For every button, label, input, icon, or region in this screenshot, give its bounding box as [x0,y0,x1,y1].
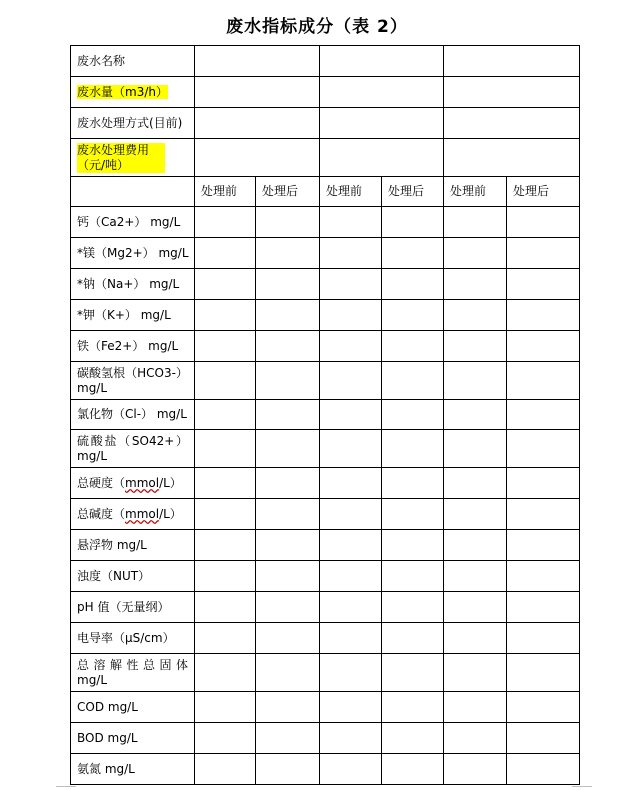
value-before-cell[interactable] [195,654,256,692]
indicator-label [71,238,195,269]
value-after-cell[interactable] [382,362,444,400]
spellcheck-underline: mmol [125,475,160,490]
indicator-row [71,400,580,430]
subheader-before: 处理前 [195,177,256,207]
indicator-row [71,430,580,468]
value-before-cell[interactable] [444,269,507,300]
value-after-cell[interactable] [256,592,320,623]
indicator-label-text: 电导率（μS/cm） [77,630,175,645]
indicator-row [71,530,580,561]
subheader-before: 处理前 [320,177,382,207]
indicator-label-text: 碳酸氢根（HCO3-） [77,365,188,380]
indicator-row [71,269,580,300]
value-after-cell[interactable] [507,269,580,300]
value-before-cell[interactable] [444,723,507,754]
value-after-cell[interactable] [507,331,580,362]
value-after-cell[interactable] [256,269,320,300]
value-before-cell[interactable] [320,592,382,623]
value-after-cell[interactable] [256,238,320,269]
value-before-cell[interactable] [320,300,382,331]
input-cell[interactable] [444,139,580,177]
indicator-label [71,561,195,592]
input-cell[interactable] [320,108,444,139]
value-after-cell[interactable] [382,623,444,654]
highlighted-label: 废水处理费用（元/吨） [77,143,165,173]
value-before-cell[interactable] [320,754,382,785]
indicator-row [71,692,580,723]
value-before-cell[interactable] [195,331,256,362]
indicator-unit-text: mg/L [77,448,108,463]
value-after-cell[interactable] [507,400,580,430]
input-cell[interactable] [444,108,580,139]
indicator-label-text: *钾（K+） mg/L [77,307,171,322]
indicator-row [71,623,580,654]
value-after-cell[interactable] [382,400,444,430]
indicator-row [71,592,580,623]
value-before-cell[interactable] [444,362,507,400]
input-cell[interactable] [195,77,320,108]
value-after-cell[interactable] [256,654,320,692]
indicator-label-text: 总溶解性总固体 [77,657,188,672]
input-cell[interactable] [320,77,444,108]
indicator-label [71,430,195,468]
indicator-label-text: 浊度（NUT） [77,568,151,583]
value-before-cell[interactable] [320,331,382,362]
indicator-label-text: 钙（Ca2+） mg/L [77,214,181,229]
value-after-cell[interactable] [382,654,444,692]
value-before-cell[interactable] [444,530,507,561]
value-before-cell[interactable] [444,499,507,530]
value-before-cell[interactable] [195,238,256,269]
value-after-cell[interactable] [256,723,320,754]
label-wastewater-volume [71,77,195,108]
input-cell[interactable] [195,46,320,77]
value-before-cell[interactable] [320,692,382,723]
page-title: 废水指标成分（表 2） [226,17,408,37]
indicator-label [71,400,195,430]
value-before-cell[interactable] [320,207,382,238]
indicator-row [71,754,580,785]
value-after-cell[interactable] [256,207,320,238]
value-before-cell[interactable] [444,300,507,331]
input-cell[interactable] [320,46,444,77]
indicator-label [71,300,195,331]
value-after-cell[interactable] [507,592,580,623]
value-after-cell[interactable] [256,468,320,499]
value-before-cell[interactable] [444,400,507,430]
value-after-cell[interactable] [382,207,444,238]
indicator-label-text: 总碱度（mmol/L） [77,506,182,521]
value-before-cell[interactable] [195,530,256,561]
input-cell[interactable] [195,139,320,177]
value-before-cell[interactable] [444,238,507,269]
value-before-cell[interactable] [444,654,507,692]
value-before-cell[interactable] [195,561,256,592]
label-wastewater-name: 废水名称 [71,46,195,77]
indicator-row [71,723,580,754]
value-after-cell[interactable] [382,530,444,561]
value-after-cell[interactable] [382,430,444,468]
indicator-label [71,362,195,400]
indicator-label [71,468,195,499]
indicator-label-text: pH 值（无量纲） [77,599,170,614]
indicator-label [71,269,195,300]
value-before-cell[interactable] [195,723,256,754]
value-after-cell[interactable] [382,499,444,530]
indicator-label-text: COD mg/L [77,699,138,714]
indicator-label-text: 氯化物（Cl-） mg/L [77,407,187,421]
value-after-cell[interactable] [507,362,580,400]
blank-header-cell [71,177,195,207]
value-before-cell[interactable] [320,269,382,300]
indicator-unit-text: mg/L [77,380,108,395]
value-before-cell[interactable] [320,499,382,530]
value-after-cell[interactable] [507,207,580,238]
indicator-label [71,692,195,723]
value-before-cell[interactable] [444,561,507,592]
value-after-cell[interactable] [256,331,320,362]
indicator-row [71,499,580,530]
value-after-cell[interactable] [507,754,580,785]
subheader-before: 处理前 [444,177,507,207]
value-after-cell[interactable] [256,430,320,468]
value-after-cell[interactable] [507,654,580,692]
value-before-cell[interactable] [320,362,382,400]
spellcheck-underline: mmol [125,506,160,521]
value-before-cell[interactable] [320,430,382,468]
wastewater-indicator-table [70,45,580,785]
value-before-cell[interactable] [444,623,507,654]
value-before-cell[interactable] [444,430,507,468]
indicator-label-text: *钠（Na+） mg/L [77,276,180,291]
indicator-row [71,654,580,692]
value-after-cell[interactable] [256,692,320,723]
value-after-cell[interactable] [507,623,580,654]
value-after-cell[interactable] [256,300,320,331]
indicator-label-text: 铁（Fe2+） mg/L [77,338,179,353]
value-before-cell[interactable] [320,238,382,269]
value-before-cell[interactable] [320,530,382,561]
value-after-cell[interactable] [256,754,320,785]
value-after-cell[interactable] [382,238,444,269]
subheader-after: 处理后 [256,177,320,207]
input-cell[interactable] [195,108,320,139]
indicator-row [71,207,580,238]
indicator-row [71,468,580,499]
value-before-cell[interactable] [195,207,256,238]
indicator-label-text: *镁（Mg2+） mg/L [77,245,189,260]
value-after-cell[interactable] [256,362,320,400]
indicator-row [71,561,580,592]
value-before-cell[interactable] [444,754,507,785]
row-wastewater-name [71,46,580,77]
value-before-cell[interactable] [444,692,507,723]
indicator-row [71,238,580,269]
indicator-label [71,331,195,362]
value-before-cell[interactable] [195,692,256,723]
value-after-cell[interactable] [382,561,444,592]
value-before-cell[interactable] [195,592,256,623]
value-after-cell[interactable] [507,692,580,723]
input-cell[interactable] [320,139,444,177]
indicator-row [71,300,580,331]
page-corner-mark [56,786,76,787]
input-cell[interactable] [444,46,580,77]
indicator-label-text: 总硬度（mmol/L） [77,475,182,490]
page-corner-mark [572,786,592,787]
value-after-cell[interactable] [382,754,444,785]
value-before-cell[interactable] [195,623,256,654]
value-before-cell[interactable] [195,269,256,300]
value-after-cell[interactable] [382,269,444,300]
value-after-cell[interactable] [256,499,320,530]
label-treatment-method: 废水处理方式(目前) [71,108,195,139]
indicator-label [71,592,195,623]
indicator-label [71,530,195,561]
indicator-unit-text: mg/L [77,672,108,687]
value-after-cell[interactable] [382,692,444,723]
value-before-cell[interactable] [444,331,507,362]
value-before-cell[interactable] [320,623,382,654]
indicator-label [71,654,195,692]
row-treatment-cost [71,139,580,177]
indicator-label-text: 氨氮 mg/L [77,761,135,776]
indicator-label-text: 硫酸盐（SO42+） [77,433,188,448]
value-after-cell[interactable] [256,561,320,592]
value-before-cell[interactable] [320,654,382,692]
indicator-row [71,362,580,400]
value-before-cell[interactable] [320,400,382,430]
indicator-label [71,207,195,238]
indicator-row [71,331,580,362]
subheader-after: 处理后 [382,177,444,207]
value-after-cell[interactable] [507,468,580,499]
value-before-cell[interactable] [444,592,507,623]
indicator-label-text: 悬浮物 mg/L [77,537,147,552]
value-after-cell[interactable] [382,300,444,331]
value-after-cell[interactable] [507,723,580,754]
indicator-label [71,754,195,785]
value-after-cell[interactable] [382,468,444,499]
value-after-cell[interactable] [256,623,320,654]
indicator-label [71,499,195,530]
value-before-cell[interactable] [444,207,507,238]
input-cell[interactable] [444,77,580,108]
row-treatment-method [71,108,580,139]
value-before-cell[interactable] [195,362,256,400]
value-before-cell[interactable] [195,430,256,468]
indicator-label-text: BOD mg/L [77,730,138,745]
row-subheaders [71,177,580,207]
value-after-cell[interactable] [507,499,580,530]
value-before-cell[interactable] [320,468,382,499]
value-after-cell[interactable] [507,530,580,561]
value-before-cell[interactable] [195,499,256,530]
value-after-cell[interactable] [382,331,444,362]
value-after-cell[interactable] [507,300,580,331]
label-treatment-cost [71,139,195,177]
value-after-cell[interactable] [382,592,444,623]
indicator-label [71,723,195,754]
row-wastewater-volume [71,77,580,108]
highlighted-label: 废水量（m3/h） [77,84,168,99]
value-before-cell[interactable] [320,723,382,754]
value-before-cell[interactable] [444,468,507,499]
subheader-after: 处理后 [507,177,580,207]
value-before-cell[interactable] [195,400,256,430]
value-after-cell[interactable] [507,238,580,269]
value-before-cell[interactable] [195,300,256,331]
value-before-cell[interactable] [195,468,256,499]
indicator-rows [71,207,580,785]
value-before-cell[interactable] [195,754,256,785]
indicator-label [71,623,195,654]
value-after-cell[interactable] [382,723,444,754]
value-before-cell[interactable] [320,561,382,592]
value-after-cell[interactable] [256,530,320,561]
value-after-cell[interactable] [256,400,320,430]
value-after-cell[interactable] [507,430,580,468]
value-after-cell[interactable] [507,561,580,592]
